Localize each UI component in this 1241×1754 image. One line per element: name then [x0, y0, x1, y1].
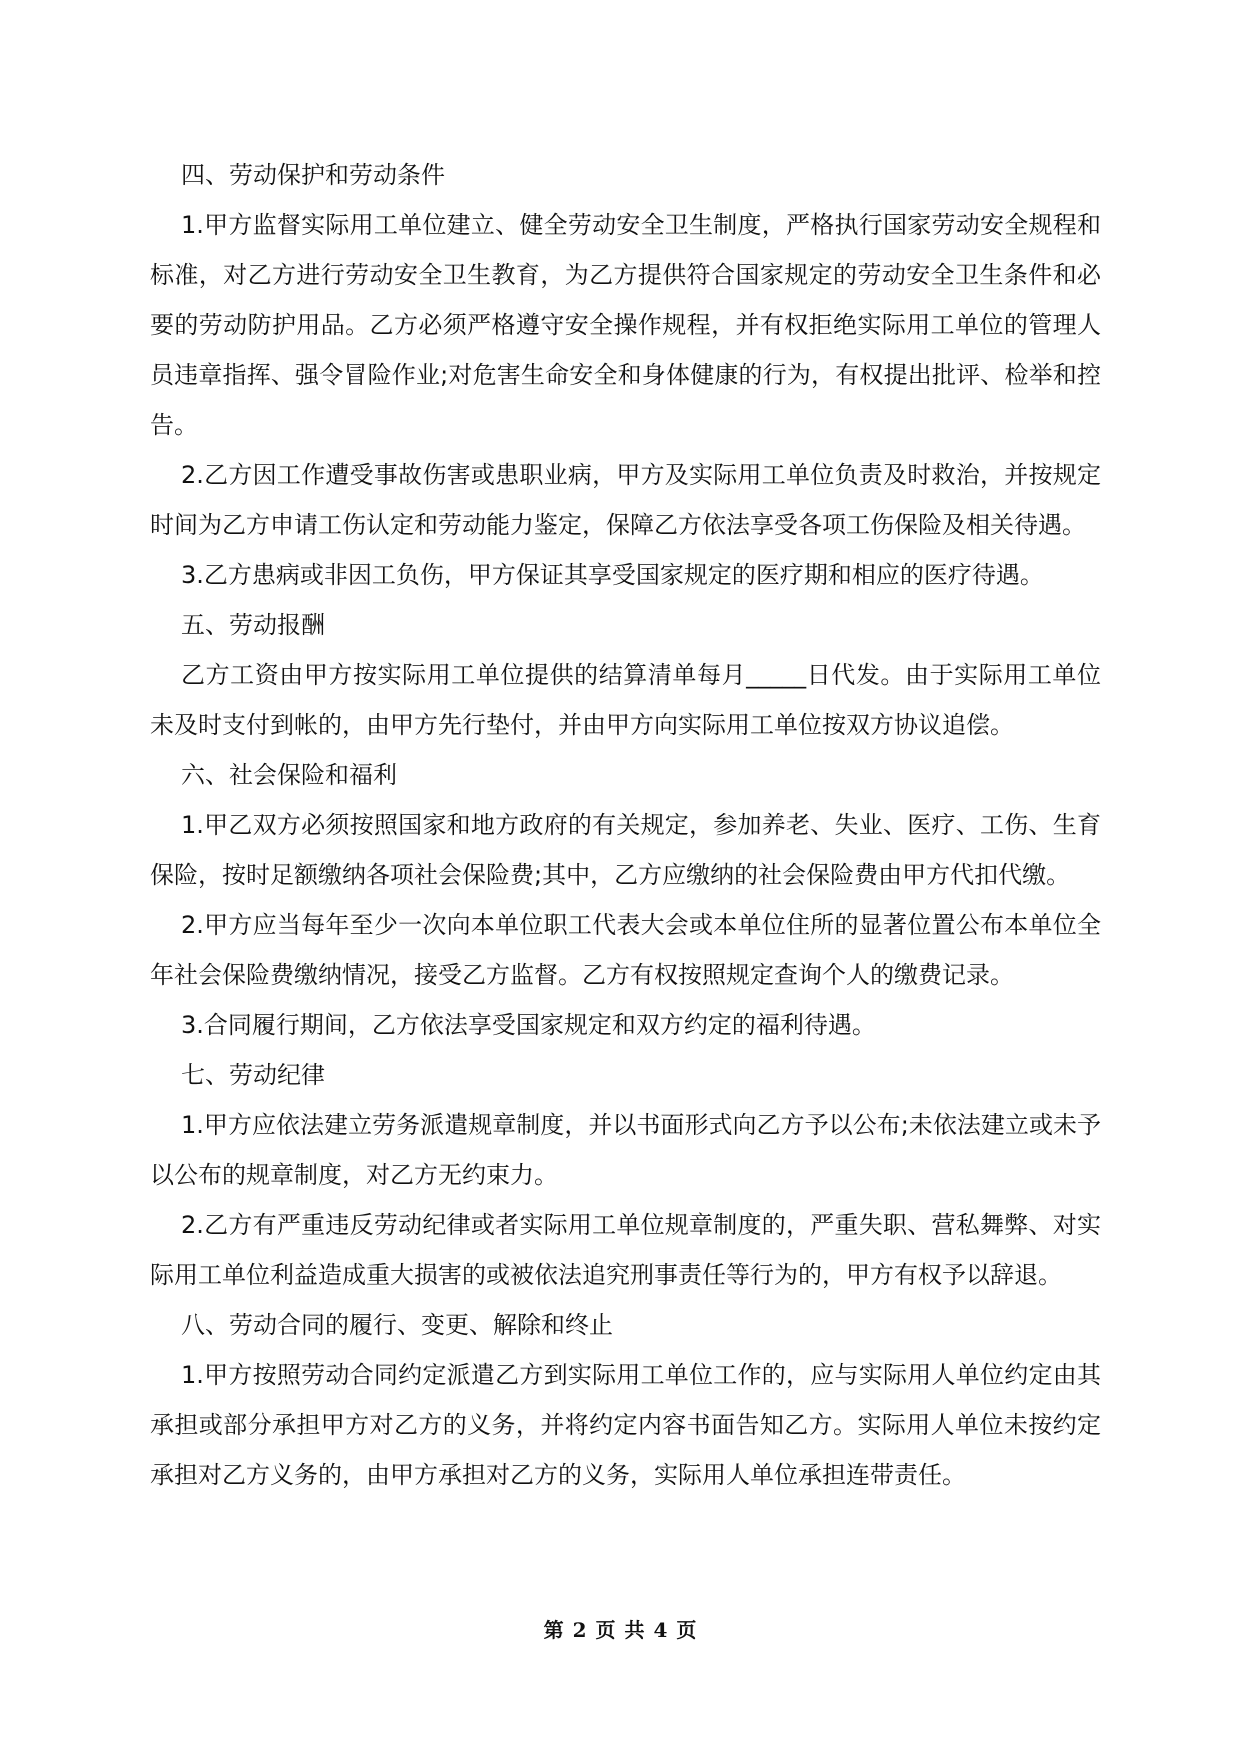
paragraph: 3.乙方患病或非因工负伤，甲方保证其享受国家规定的医疗期和相应的医疗待遇。 — [181, 561, 1044, 589]
paragraph: 2.乙方因工作遭受事故伤害或患职业病，甲方及实际用工单位负责及时救治，并按规定时间为乙方申请工伤认定和劳动能力鉴定，保障乙方依法享受各项工伤保险及相关待遇。 — [150, 461, 1101, 539]
document-body — [150, 150, 1101, 1500]
paragraph: 1.甲乙双方必须按照国家和地方政府的有关规定，参加养老、失业、医疗、工伤、生育保险，按时足额缴纳各项社会保险费;其中，乙方应缴纳的社会保险费由甲方代扣代缴。 — [150, 811, 1101, 889]
paragraph: 2.甲方应当每年至少一次向本单位职工代表大会或本单位住所的显著位置公布本单位全年社会保险费缴纳情况，接受乙方监督。乙方有权按照规定查询个人的缴费记录。 — [150, 911, 1101, 989]
paragraph: 1.甲方应依法建立劳务派遣规章制度，并以书面形式向乙方予以公布;未依法建立或未予以公布的规章制度，对乙方无约束力。 — [150, 1111, 1101, 1189]
section-heading-7: 七、劳动纪律 — [181, 1061, 325, 1089]
section-heading-6: 六、社会保险和福利 — [181, 761, 397, 789]
paragraph: 2.乙方有严重违反劳动纪律或者实际用工单位规章制度的，严重失职、营私舞弊、对实际用工单位利益造成重大损害的或被依法追究刑事责任等行为的，甲方有权予以辞退。 — [150, 1211, 1101, 1289]
page-footer: 第 2 页 共 4 页 — [543, 1618, 698, 1642]
section-heading-4: 四、劳动保护和劳动条件 — [181, 161, 445, 189]
paragraph: 3.合同履行期间，乙方依法享受国家规定和双方约定的福利待遇。 — [181, 1011, 876, 1039]
paragraph: 1.甲方按照劳动合同约定派遣乙方到实际用工单位工作的，应与实际用人单位约定由其承担或部分承担甲方对乙方的义务，并将约定内容书面告知乙方。实际用人单位未按约定承担对乙方义务的，由甲方承担对乙方的义务，实际用人单位承担连带责任。 — [150, 1361, 1101, 1489]
section-heading-8: 八、劳动合同的履行、变更、解除和终止 — [181, 1311, 613, 1339]
paragraph: 1.甲方监督实际用工单位建立、健全劳动安全卫生制度，严格执行国家劳动安全规程和标准，对乙方进行劳动安全卫生教育，为乙方提供符合国家规定的劳动安全卫生条件和必要的劳动防护用品。乙方必须严格遵守安全操作规程，并有权拒绝实际用工单位的管理人员违章指挥、强令冒险作业;对危害生命安全和身体健康的行为，有权提出批评、检举和控告。 — [150, 211, 1101, 439]
section-heading-5: 五、劳动报酬 — [181, 611, 325, 639]
paragraph: 乙方工资由甲方按实际用工单位提供的结算清单每月_____日代发。由于实际用工单位未及时支付到帐的，由甲方先行垫付，并由甲方向实际用工单位按双方协议追偿。 — [150, 661, 1101, 739]
